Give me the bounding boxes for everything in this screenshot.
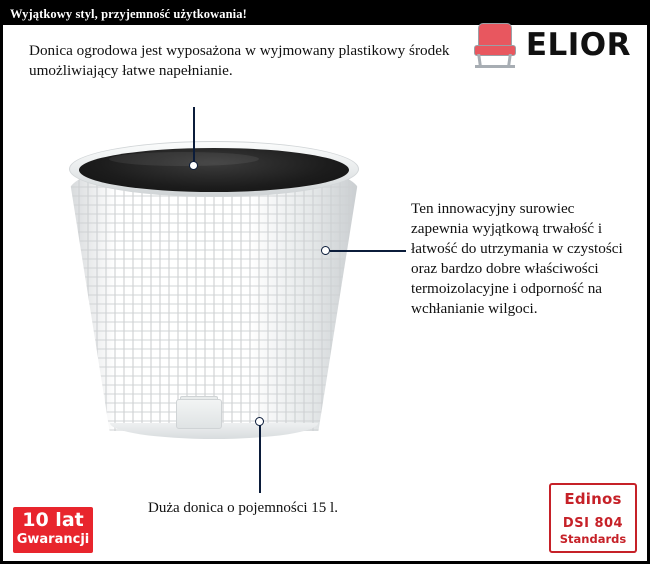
callout-marker-right <box>321 246 330 255</box>
planter-body <box>69 159 359 431</box>
leader-line-top <box>193 107 195 163</box>
callout-marker-bottom <box>255 417 264 426</box>
armchair-base <box>475 65 515 68</box>
leader-line-right <box>330 250 406 252</box>
warranty-badge <box>13 507 93 553</box>
certificate-standards: Standards <box>559 532 627 546</box>
planter-illustration <box>69 141 359 441</box>
top-banner: Wyjątkowy styl, przyjemność użytkowania! <box>3 3 647 25</box>
warranty-label: Gwarancji <box>16 532 90 547</box>
brand-logo <box>471 23 631 67</box>
warranty-years: 10 lat <box>22 509 84 531</box>
callout-text-right: Ten innowacyjny surowiec zapewnia wyjątkową trwałość i łatwość do utrzymania w czystości oraz bardzo dobre właściwości termoizolacyjne i odporność na wchłanianie wilgoci. <box>411 200 623 318</box>
callout-text-bottom: Duża donica o pojemności 15 l. <box>148 500 338 516</box>
certificate-badge <box>549 483 637 553</box>
brand-name: ELIOR <box>525 27 631 63</box>
certificate-name: Edinos <box>564 490 622 508</box>
leader-line-bottom <box>259 425 261 493</box>
callout-marker-top <box>189 161 198 170</box>
certificate-code: DSI 804 <box>562 516 624 531</box>
armchair-back <box>478 23 512 47</box>
armchair-icon <box>471 23 519 67</box>
callout-text-top: Donica ogrodowa jest wyposażona w wyjmowany plastikowy środek umożliwiający łatwe napełnianie. <box>29 42 450 80</box>
planter-inner-highlight <box>109 152 259 166</box>
water-level-indicator <box>176 399 222 429</box>
